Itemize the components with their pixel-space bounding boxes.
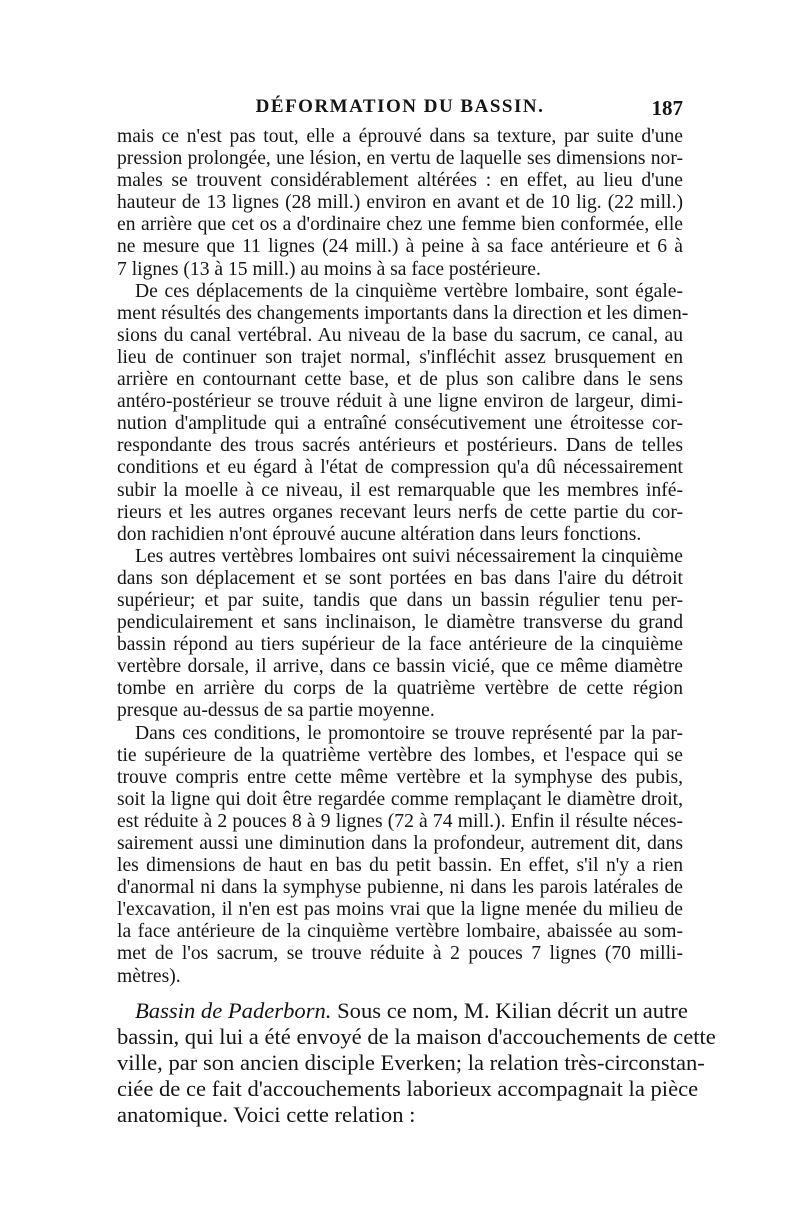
paragraph (117, 723, 683, 988)
text-line: bassin répond au tiers supérieur de la face antérieure de la cinquième (117, 634, 683, 656)
running-title: DÉFORMATION DU BASSIN. (255, 96, 545, 117)
section-first-line-text: Sous ce nom, M. Kilian décrit un autre (337, 997, 688, 1023)
text-line: males se trouvent considérablement altérées : en effet, au lieu d'une (117, 170, 683, 192)
text-line: De ces déplacements de la cinquième vertèbre lombaire, sont égale- (135, 280, 683, 302)
section-heading: Bassin de Paderborn. (135, 997, 332, 1023)
text-line: tombe en arrière du corps de la quatrième vertèbre de cette région (117, 678, 683, 700)
text-line: nution d'amplitude qui a entraîné consécutivement une étroitesse cor- (117, 413, 683, 435)
text-line: antéro-postérieur se trouve réduit à une ligne environ de largeur, dimi- (117, 391, 683, 413)
text-line: les dimensions de haut en bas du petit bassin. En effet, s'il n'y a rien (117, 855, 683, 877)
text-line: hauteur de 13 lignes (28 mill.) environ en avant et de 10 lig. (22 mill.) (117, 192, 683, 214)
text-line: est réduite à 2 pouces 8 à 9 lignes (72 à 74 mill.). Enfin il résulte néces- (117, 810, 683, 832)
text-line: mais ce n'est pas tout, elle a éprouvé dans sa texture, par suite d'une (117, 126, 683, 147)
text-line: sions du canal vertébral. Au niveau de la base du sacrum, ce canal, au (117, 324, 683, 346)
text-line: ville, par son ancien disciple Everken; la relation très-circonstan- (117, 1050, 705, 1076)
paragraph (117, 546, 683, 723)
text-line: 7 lignes (13 à 15 mill.) au moins à sa face postérieure. (117, 258, 541, 280)
text-line: vertèbre dorsale, il arrive, dans ce bassin vicié, que ce même diamètre (117, 656, 683, 678)
text-line: trouve compris entre cette même vertèbre et la symphyse des pubis, (117, 766, 683, 788)
text-line: presque au-dessus de sa partie moyenne. (117, 700, 435, 722)
text-line: subir la moelle à ce niveau, il est remarquable que les membres infé- (117, 479, 683, 501)
text-line: lieu de continuer son trajet normal, s'infléchit assez brusquement en (117, 346, 683, 368)
text-line: supérieur; et par suite, tandis que dans un bassin régulier tenu per- (117, 589, 683, 611)
text-line: Les autres vertèbres lombaires ont suivi nécessairement la cinquième (135, 545, 683, 567)
text-line: pendiculairement et sans inclinaison, le diamètre transverse du grand (117, 612, 683, 634)
text-line: en arrière que cet os a d'ordinaire chez une femme bien conformée, elle (117, 214, 683, 236)
text-line: tie supérieure de la quatrième vertèbre des lombes, et l'espace qui se (117, 744, 683, 766)
text-line: conditions et eu égard à l'état de compression qu'a dû nécessairement (117, 457, 683, 479)
text-line: ciée de ce fait d'accouchements laborieux accompagnait la pièce (117, 1076, 699, 1102)
text-line: ment résultés des changements importants dans la direction et les dimen- (117, 302, 689, 324)
text-line: met de l'os sacrum, se trouve réduite à 2 pouces 7 lignes (70 milli- (117, 943, 683, 965)
text-line: respondante des trous sacrés antérieurs et postérieurs. Dans de telles (117, 435, 683, 457)
section-paderborn (117, 997, 716, 1129)
text-line: mètres). (117, 965, 181, 987)
text-line: arrière en contournant cette base, et de plus son calibre dans le sens (117, 369, 683, 391)
text-line: sairement aussi une diminution dans la profondeur, autrement dit, dans (117, 833, 683, 854)
section-first-line (117, 997, 688, 1024)
text-line: bassin, qui lui a été envoyé de la maison d'accouchements de cette (117, 1023, 716, 1049)
text-line: Dans ces conditions, le promontoire se trouve représenté par la par- (135, 722, 683, 744)
page-header (117, 96, 683, 124)
text-line: dans son déplacement et se sont portées en bas dans l'aire du détroit (117, 567, 683, 589)
text-line: anatomique. Voici cette relation : (117, 1102, 416, 1128)
text-line: l'excavation, il n'en est pas moins vrai que la ligne menée du milieu de (117, 899, 683, 921)
text-line: pression prolongée, une lésion, en vertu de laquelle ses dimensions nor- (117, 148, 683, 170)
text-line: d'anormal ni dans la symphyse pubienne, ni dans les parois latérales de (117, 877, 683, 899)
text-line: ne mesure que 11 lignes (24 mill.) à peine à sa face antérieure et 6 à (117, 236, 683, 258)
text-line: la face antérieure de la cinquième vertèbre lombaire, abaissée au som- (117, 921, 683, 943)
paragraph (117, 126, 683, 281)
text-line: rieurs et les autres organes recevant leurs nerfs de cette partie du cor- (117, 501, 683, 523)
page-number: 187 (651, 96, 683, 120)
body-text (117, 126, 716, 1129)
text-line: don rachidien n'ont éprouvé aucune altération dans leurs fonctions. (117, 523, 642, 545)
paragraph (117, 280, 689, 546)
text-line: soit la ligne qui doit être regardée comme remplaçant le diamètre droit, (117, 788, 683, 810)
